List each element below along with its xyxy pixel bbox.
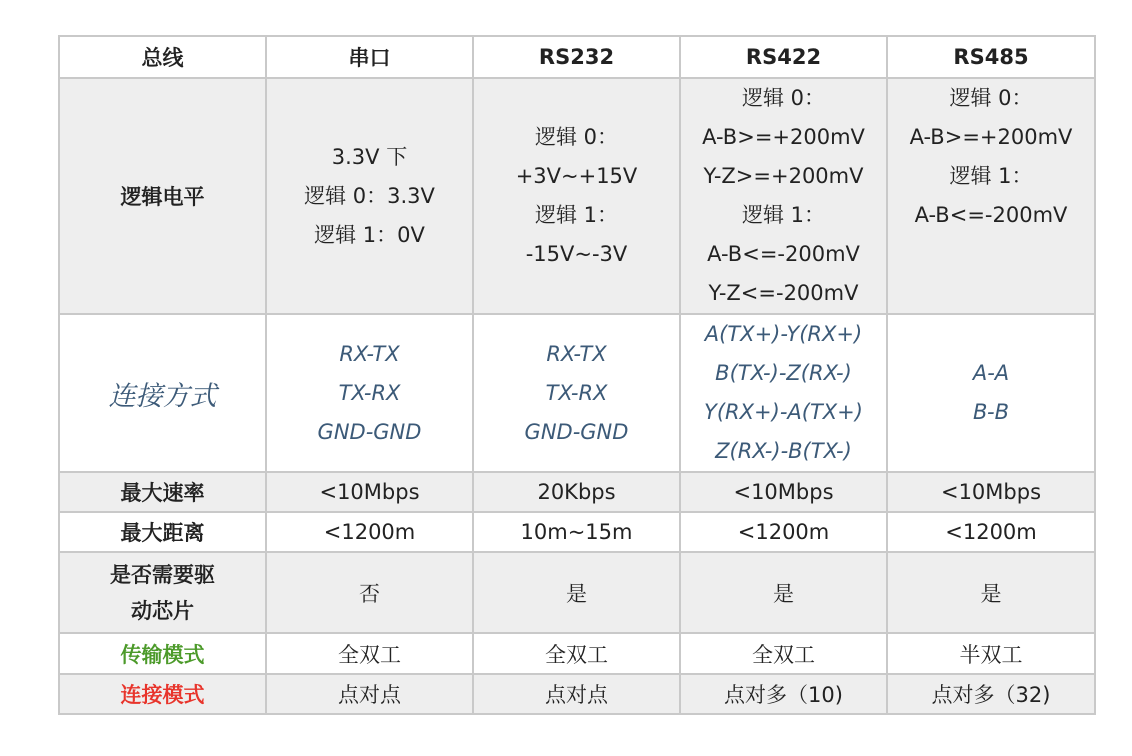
driver-chip-rs422: 是 <box>680 552 887 633</box>
header-serial: 串口 <box>266 36 473 78</box>
connection-rs422 <box>680 314 887 472</box>
transfer-mode-label: 传输模式 <box>59 633 266 674</box>
text-line: +3V~+15V <box>515 164 638 188</box>
text-line: RX-TX <box>546 341 607 366</box>
transfer-mode-serial: 全双工 <box>266 633 473 674</box>
max-distance-rs485: <1200m <box>887 512 1095 552</box>
text-line: A-B>=+200mV <box>702 125 865 149</box>
text-line: Y-Z<=-200mV <box>708 281 859 305</box>
transfer-mode-rs422: 全双工 <box>680 633 887 674</box>
max-distance-rs422: <1200m <box>680 512 887 552</box>
transfer-mode-rs232: 全双工 <box>473 633 680 674</box>
text-line: 逻辑 1： <box>949 164 1033 188</box>
max-distance-row <box>59 512 1095 552</box>
logic-level-label: 逻辑电平 <box>59 78 266 314</box>
max-distance-serial: <1200m <box>266 512 473 552</box>
text-line: A-A <box>972 361 1010 385</box>
label-line: 是否需要驱 <box>110 562 215 587</box>
logic-level-rs232 <box>473 78 680 314</box>
logic-level-rs422 <box>680 78 887 314</box>
header-bus: 总线 <box>59 36 266 78</box>
text-line: 逻辑 0：3.3V <box>304 183 435 208</box>
header-rs485: RS485 <box>887 36 1095 78</box>
text-line: 逻辑 1： <box>534 203 619 227</box>
header-rs232: RS232 <box>473 36 680 78</box>
text-line: TX-RX <box>545 380 608 405</box>
text-line: 3.3V 下 <box>331 144 408 169</box>
connect-mode-serial: 点对点 <box>266 674 473 714</box>
logic-level-serial <box>266 78 473 314</box>
max-distance-rs232: 10m~15m <box>473 512 680 552</box>
text-line: Y-Z>=+200mV <box>703 164 864 188</box>
text-line: 逻辑 1： <box>741 203 826 227</box>
text-line: B-B <box>972 400 1010 424</box>
connect-mode-rs485: 点对多（32) <box>887 674 1095 714</box>
transfer-mode-rs485: 半双工 <box>887 633 1095 674</box>
driver-chip-rs232: 是 <box>473 552 680 633</box>
max-rate-rs485: <10Mbps <box>887 472 1095 512</box>
text-line: B(TX-)-Z(RX-) <box>715 361 852 385</box>
connection-rs485 <box>887 314 1095 472</box>
text-line: 逻辑 0： <box>741 86 826 110</box>
text-line: -15V~-3V <box>525 242 628 266</box>
label-line: 动芯片 <box>131 598 194 623</box>
text-line: A-B>=+200mV <box>909 125 1073 149</box>
text-line: 逻辑 1：0V <box>314 222 425 247</box>
driver-chip-serial: 否 <box>266 552 473 633</box>
connection-row <box>59 314 1095 472</box>
logic-level-row <box>59 78 1095 314</box>
connection-serial <box>266 314 473 472</box>
max-rate-serial: <10Mbps <box>266 472 473 512</box>
text-line: Y(RX+)-A(TX+) <box>704 400 863 424</box>
transfer-mode-row <box>59 633 1095 674</box>
max-rate-label: 最大速率 <box>59 472 266 512</box>
driver-chip-rs485: 是 <box>887 552 1095 633</box>
text-line: A(TX+)-Y(RX+) <box>704 322 863 346</box>
max-distance-label: 最大距离 <box>59 512 266 552</box>
driver-chip-label <box>59 552 266 633</box>
connect-mode-label: 连接模式 <box>59 674 266 714</box>
text-line: RX-TX <box>339 341 400 366</box>
text-line: TX-RX <box>338 380 401 405</box>
text-line: GND-GND <box>524 419 629 444</box>
bus-comparison-table <box>58 35 1096 715</box>
max-rate-rs232: 20Kbps <box>473 472 680 512</box>
max-rate-row <box>59 472 1095 512</box>
connection-rs232 <box>473 314 680 472</box>
header-row <box>59 36 1095 78</box>
connect-mode-rs232: 点对点 <box>473 674 680 714</box>
text-line: Z(RX-)-B(TX-) <box>715 439 852 463</box>
connection-label: 连接方式 <box>59 314 266 472</box>
text-line: 逻辑 0： <box>949 86 1033 110</box>
connect-mode-rs422: 点对多（10) <box>680 674 887 714</box>
max-rate-rs422: <10Mbps <box>680 472 887 512</box>
text-line: A-B<=-200mV <box>914 203 1068 227</box>
logic-level-rs485 <box>887 78 1095 314</box>
connect-mode-row <box>59 674 1095 714</box>
text-line: 逻辑 0： <box>534 125 619 149</box>
text-line: A-B<=-200mV <box>707 242 860 266</box>
text-line: GND-GND <box>317 419 422 444</box>
driver-chip-row <box>59 552 1095 633</box>
header-rs422: RS422 <box>680 36 887 78</box>
